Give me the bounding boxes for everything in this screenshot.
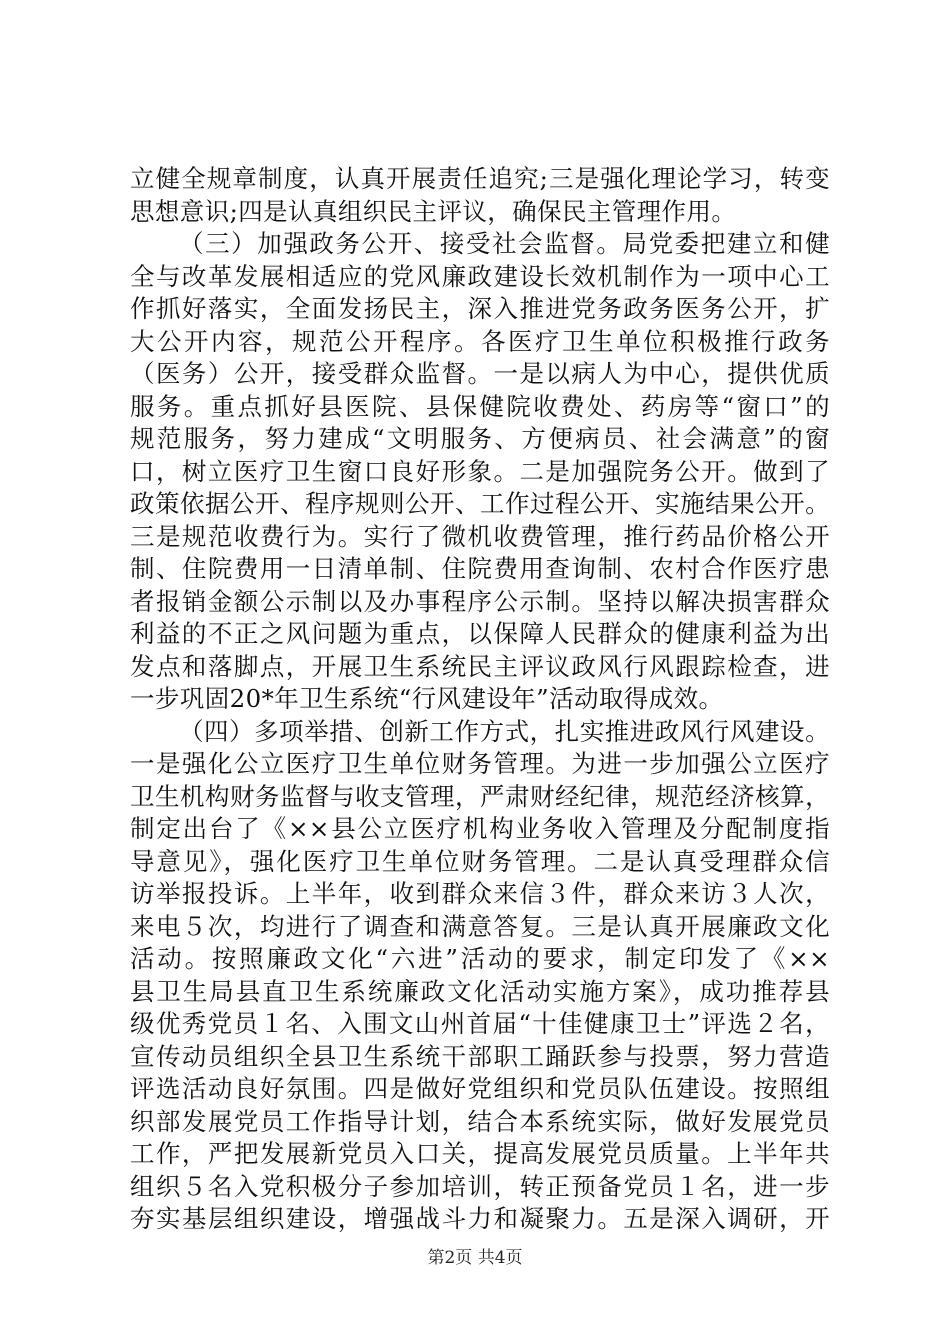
text-line: （医务）公开，接受群众监督。一是以病人为中心，提供优质 [130, 359, 830, 388]
text-line: 作抓好落实，全面发扬民主，深入推进党务政务医务公开，扩 [130, 294, 830, 323]
text-line: 利益的不正之风问题为重点，以保障人民群众的健康利益为出 [130, 619, 830, 648]
page-footer: 第2页 共4页 [427, 1248, 523, 1268]
text-line: 口，树立医疗卫生窗口良好形象。二是加强院务公开。做到了 [130, 456, 830, 486]
text-line: 访举报投诉。上半年，收到群众来信３件，群众来访３人次， [130, 879, 830, 908]
text-line: （三）加强政务公开、接受社会监督。局党委把建立和健 [179, 229, 830, 258]
text-line: 级优秀党员１名、入围文山州首届“十佳健康卫士”评选２名， [130, 1009, 830, 1038]
text-line: 三是规范收费行为。实行了微机收费管理，推行药品价格公开 [130, 521, 830, 551]
text-line: 者报销金额公示制以及办事程序公示制。坚持以解决损害群众 [130, 586, 830, 616]
text-line: 组织５名入党积极分子参加培训，转正预备党员１名，进一步 [130, 1171, 830, 1201]
text-line: 工作，严把发展新党员入口关，提高发展党员质量。上半年共 [130, 1139, 830, 1168]
text-line: 夯实基层组织建设，增强战斗力和凝聚力。五是深入调研，开 [130, 1204, 830, 1233]
text-line: （四）多项举措、创新工作方式，扎实推进政风行风建设。 [179, 716, 830, 746]
text-line: 全与改革发展相适应的党风廉政建设长效机制作为一项中心工 [130, 261, 830, 291]
text-line: 活动。按照廉政文化“六进”活动的要求，制定印发了《×× [130, 944, 830, 973]
text-line: 导意见》，强化医疗卫生单位财务管理。二是认真受理群众信 [130, 846, 830, 876]
text-line: 制、住院费用一日清单制、住院费用查询制、农村合作医疗患 [130, 554, 830, 583]
text-line: 制定出台了《××县公立医疗机构业务收入管理及分配制度指 [130, 814, 830, 843]
text-line: 卫生机构财务监督与收支管理，严肃财经纪律，规范经济核算， [130, 781, 830, 811]
text-line: 服务。重点抓好县医院、县保健院收费处、药房等“窗口”的 [130, 391, 830, 421]
text-line: 县卫生局县直卫生系统廉政文化活动实施方案》，成功推荐县 [130, 976, 830, 1006]
text-line: 规范服务，努力建成“文明服务、方便病员、社会满意”的窗 [130, 424, 830, 453]
text-line: 一是强化公立医疗卫生单位财务管理。为进一步加强公立医疗 [130, 749, 830, 778]
text-line: 评选活动良好氛围。四是做好党组织和党员队伍建设。按照组 [130, 1074, 830, 1103]
text-line: 一步巩固20*年卫生系统“行风建设年”活动取得成效。 [130, 684, 724, 713]
text-line: 来电５次，均进行了调查和满意答复。三是认真开展廉政文化 [130, 911, 830, 941]
text-line: 立健全规章制度，认真开展责任追究;三是强化理论学习，转变 [130, 164, 830, 193]
text-line: 思想意识;四是认真组织民主评议，确保民主管理作用。 [130, 196, 737, 226]
text-line: 发点和落脚点，开展卫生系统民主评议政风行风跟踪检查，进 [130, 651, 830, 681]
text-line: 政策依据公开、程序规则公开、工作过程公开、实施结果公开。 [130, 489, 830, 518]
text-line: 大公开内容，规范公开程序。各医疗卫生单位积极推行政务 [130, 326, 830, 356]
text-line: 宣传动员组织全县卫生系统干部职工踊跃参与投票，努力营造 [130, 1041, 830, 1071]
text-line: 织部发展党员工作指导计划，结合本系统实际，做好发展党员 [130, 1106, 830, 1136]
